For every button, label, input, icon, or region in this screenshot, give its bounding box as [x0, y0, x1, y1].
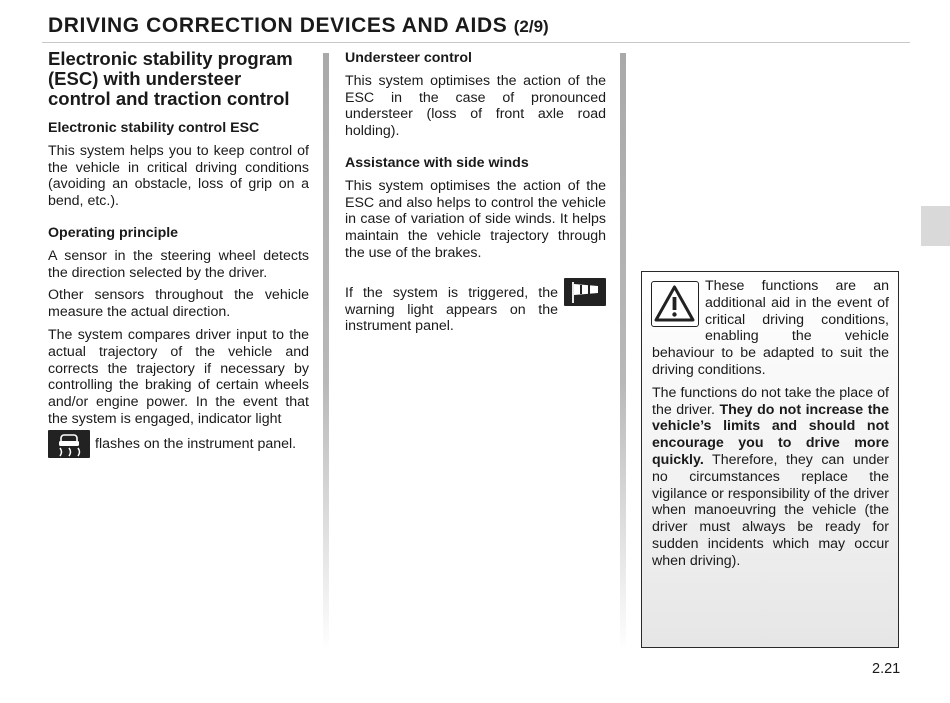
- trigger-paragraph: [345, 277, 606, 335]
- page-title-text: DRIVING CORRECTION DEVICES AND AIDS: [48, 14, 508, 37]
- column-left: [48, 49, 309, 458]
- indicator-line: [48, 428, 309, 458]
- column-middle: [345, 49, 606, 341]
- operating-heading: Operating principle: [48, 224, 179, 241]
- warning-triangle-icon: [651, 281, 699, 327]
- operating-paragraph-2: Other sensors throughout the vehicle measure the actual direction.: [48, 287, 309, 321]
- warning-box: [641, 271, 899, 648]
- esc-heading: Electronic stability control ESC: [48, 120, 260, 136]
- section-tab-marker: [921, 206, 950, 246]
- understeer-heading: Understeer control: [345, 50, 472, 66]
- operating-paragraph-3-end: flashes on the instrument panel.: [95, 435, 297, 452]
- operating-paragraph-3: The system compares driver input to the actual trajectory of the vehicle and corrects the trajectory if necessary by controlling the braking of certain wheels and/or engine power. In the event that the system is engaged, indicator light: [48, 326, 309, 427]
- page-title: [48, 14, 549, 38]
- section-title: Electronic stability program (ESC) with understeer control and traction control: [48, 48, 293, 109]
- operating-paragraph-1: A sensor in the steering wheel detects the direction selected by the driver.: [48, 247, 309, 281]
- sidewind-heading: Assistance with side winds: [345, 154, 529, 171]
- column-divider: [323, 53, 329, 651]
- title-rule: [42, 42, 910, 43]
- windsock-icon: [564, 278, 606, 306]
- skidding-car-icon: [48, 430, 90, 458]
- warning-p2-end: Therefore, they can under no circumstances replace the vigilance or responsibility of the driver when manoeuvring the vehicle (the driver must always be ready for sudden incidents which may occur when driving).: [652, 451, 889, 569]
- column-divider: [620, 53, 626, 651]
- warning-paragraph-2: [652, 385, 889, 570]
- warning-p2-bold: They do not increase the vehicle’s limits and should not encourage you to drive more quickly.: [652, 401, 889, 468]
- esc-text: This system helps you to keep control of the vehicle in critical driving conditions (avoiding an obstacle, loss of grip on a bend, etc.).: [48, 142, 309, 210]
- page-title-part: (2/9): [513, 17, 549, 36]
- understeer-text: This system optimises the action of the ESC in the case of pronounced understeer (loss of front axle road holding).: [345, 72, 606, 140]
- warning-p2-start: The functions do not take the place of the driver.: [652, 384, 889, 418]
- sidewind-text: This system optimises the action of the ESC and also helps to control the vehicle in case of variation of side winds. It helps maintain the vehicle trajectory through the use of the brakes.: [345, 177, 606, 261]
- trigger-text: If the system is triggered, the warning light appears on the instrument panel.: [345, 284, 558, 335]
- page-number: 2.21: [872, 661, 901, 677]
- warning-paragraph-1: These functions are an additional aid in the event of critical driving conditions, enabling the vehicle behaviour to be adapted to suit the driving conditions.: [652, 278, 889, 378]
